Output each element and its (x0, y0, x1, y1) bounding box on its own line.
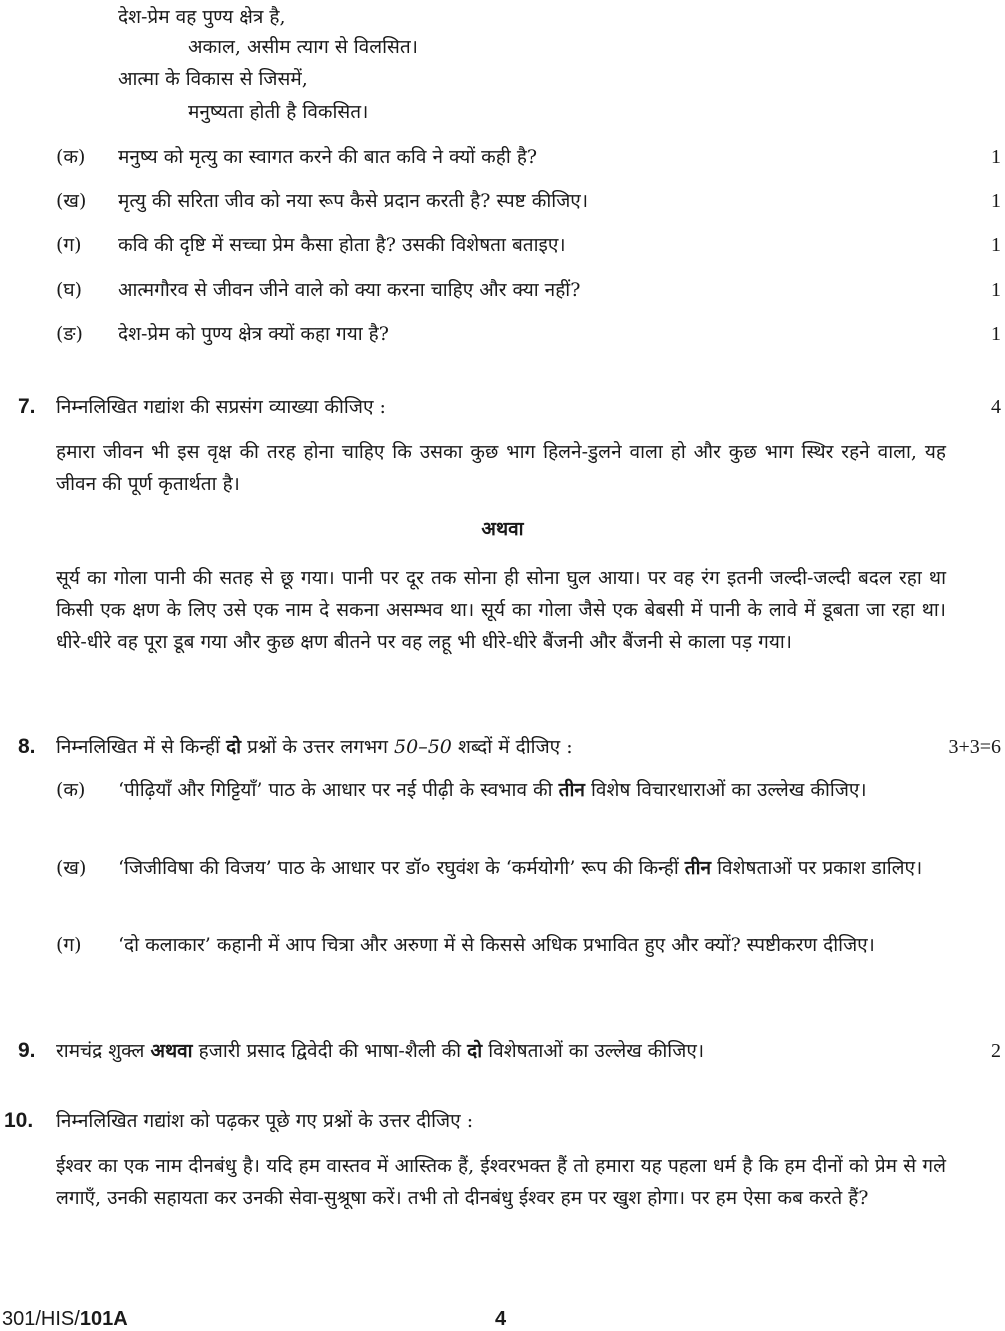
poem-line: देश-प्रेम वह पुण्य क्षेत्र है, (118, 6, 286, 28)
question-text: निम्नलिखित में से किन्हीं दो प्रश्नों के उत्तर लगभग 50–50 शब्दों में दीजिए : (56, 736, 573, 758)
poem-line: अकाल, असीम त्याग से विलसित। (188, 36, 418, 58)
passage: सूर्य का गोला पानी की सतह से छू गया। पानी पर दूर तक सोना ही सोना घुल आया। पर वह रंग इतनी जल्दी-जल्दी बदल रहा था किसी एक क्षण के लिए उसे एक नाम दे सकना असम्भव था। सूर्य का गोला जैसे एक बेबसी में पानी के लावे में डूबता जा रहा था। धीरे-धीरे वह पूरा डूब गया और कुछ क्षण बीतने पर वह लहू भी धीरे-धीरे बैंजनी और बैंजनी से काला पड़ गया। (56, 567, 946, 653)
question-number: 8. (18, 735, 36, 758)
passage: ईश्वर का एक नाम दीनबंधु है। यदि हम वास्तव में आस्तिक हैं, ईश्वरभक्त हैं तो हमारा यह पहला धर्म है कि हम दीनों को प्रेम से गले लगाएँ, उनकी सहायता कर उनकी सेवा-सुश्रूषा करें। तभी तो दीनबंधु ईश्वर हम पर खुश होगा। पर हम ऐसा कब करते हैं? (56, 1155, 946, 1209)
question-text: निम्नलिखित गद्यांश को पढ़कर पूछे गए प्रश्नों के उत्तर दीजिए : (56, 1110, 474, 1132)
item-label: (घ) (56, 279, 83, 301)
item-label: (ग) (56, 234, 82, 256)
item-text: मृत्यु की सरिता जीव को नया रूप कैसे प्रदान करती है? स्पष्ट कीजिए। (118, 190, 589, 212)
page-number: 4 (495, 1308, 507, 1330)
item-text: आत्मगौरव से जीवन जीने वाले को क्या करना चाहिए और क्या नहीं? (118, 279, 581, 301)
item-text: ‘दो कलाकार’ कहानी में आप चित्रा और अरुणा में से किससे अधिक प्रभावित हुए और क्यों? स्पष्टीकरण दीजिए। (118, 934, 875, 956)
passage: हमारा जीवन भी इस वृक्ष की तरह होना चाहिए कि उसका कुछ भाग हिलने-डुलने वाला हो और कुछ भाग स्थिर रहने वाला, यह जीवन की पूर्ण कृतार्थता है। (56, 441, 946, 495)
item-marks: 1 (991, 146, 1001, 168)
item-label: (ख) (56, 190, 87, 212)
item-text: कवि की दृष्टि में सच्चा प्रेम कैसा होता है? उसकी विशेषता बताइए। (118, 234, 566, 256)
poem-line: मनुष्यता होती है विकसित। (188, 101, 369, 123)
question-marks: 3+3=6 (948, 736, 1001, 758)
question-text: निम्नलिखित गद्यांश की सप्रसंग व्याख्या कीजिए : (56, 396, 386, 418)
item-marks: 1 (991, 190, 1001, 212)
question-marks: 2 (991, 1040, 1001, 1062)
item-marks: 1 (991, 234, 1001, 256)
item-text: देश-प्रेम को पुण्य क्षेत्र क्यों कहा गया है? (118, 323, 389, 345)
question-number: 9. (18, 1039, 36, 1062)
poem-line: आत्मा के विकास से जिसमें, (118, 68, 308, 90)
paper-code: 301/HIS/101A (2, 1308, 128, 1330)
item-text: ‘जिजीविषा की विजय’ पाठ के आधार पर डॉ० रघुवंश के ‘कर्मयोगी’ रूप की किन्हीं तीन विशेषताओं पर प्रकाश डालिए। (118, 857, 923, 879)
question-number: 7. (18, 395, 36, 418)
item-label: (ग) (56, 934, 82, 956)
item-label: (क) (56, 779, 86, 801)
item-text: ‘पीढ़ियाँ और गिट्टियाँ’ पाठ के आधार पर नई पीढ़ी के स्वभाव की तीन विशेष विचारधाराओं का उल्लेख कीजिए। (118, 779, 867, 801)
question-number: 10. (4, 1109, 34, 1132)
item-label: (क) (56, 146, 86, 168)
item-label: (ख) (56, 857, 87, 879)
or-divider: अथवा (481, 518, 524, 540)
item-text: मनुष्य को मृत्यु का स्वागत करने की बात कवि ने क्यों कही है? (118, 146, 538, 168)
item-label: (ङ) (56, 323, 83, 345)
question-text: रामचंद्र शुक्ल अथवा हजारी प्रसाद द्विवेदी की भाषा-शैली की दो विशेषताओं का उल्लेख कीजिए। (56, 1040, 705, 1062)
item-marks: 1 (991, 323, 1001, 345)
item-marks: 1 (991, 279, 1001, 301)
question-marks: 4 (991, 396, 1001, 418)
